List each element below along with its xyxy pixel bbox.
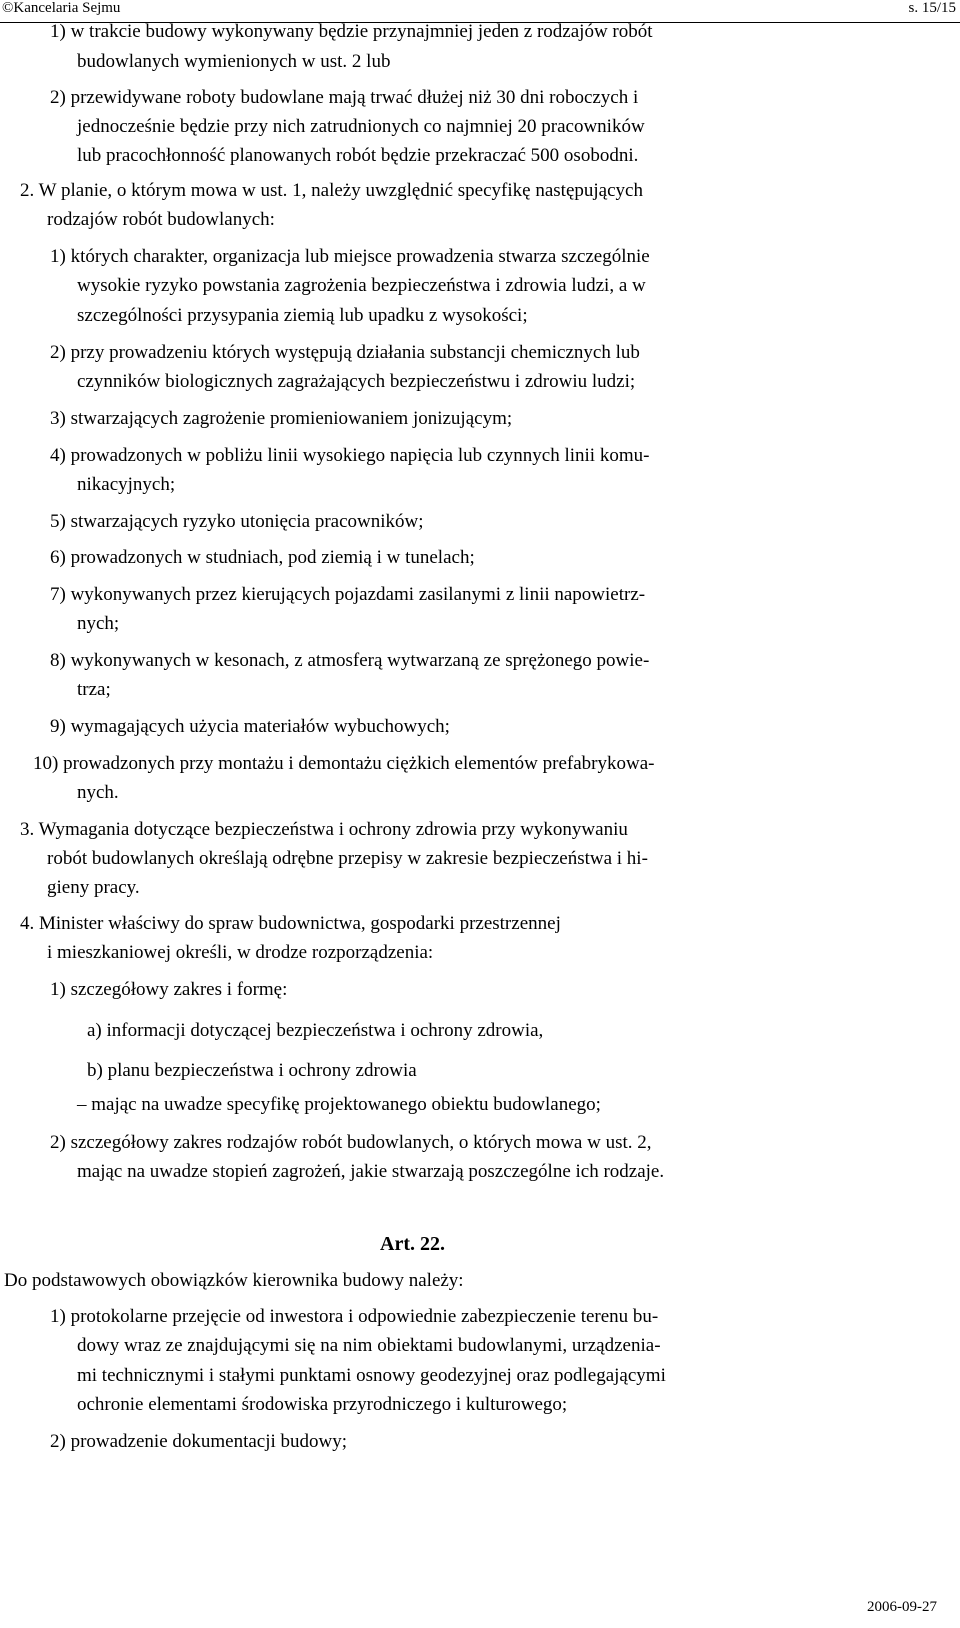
text-line: 5) stwarzających ryzyko utonięcia pracowników; (50, 511, 424, 532)
text-line: nych. (77, 782, 119, 803)
text-line: gieny pracy. (47, 877, 140, 898)
text-line: 1) szczegółowy zakres i formę: (50, 979, 288, 1000)
text-line: Do podstawowych obowiązków kierownika budowy należy: (4, 1270, 464, 1291)
text-line: a) informacji dotyczącej bezpieczeństwa i ochrony zdrowia, (87, 1020, 544, 1041)
text-line: b) planu bezpieczeństwa i ochrony zdrowia (87, 1060, 417, 1081)
text-line: 2) przewidywane roboty budowlane mają trwać dłużej niż 30 dni roboczych i (50, 87, 639, 108)
text-line: 1) których charakter, organizacja lub miejsce prowadzenia stwarza szczególnie (50, 246, 650, 267)
header-source: ©Kancelaria Sejmu (2, 0, 121, 16)
text-line: dowy wraz ze znajdującymi się na nim obiektami budowlanymi, urządzenia- (77, 1335, 661, 1356)
text-line: trza; (77, 679, 111, 700)
text-line: czynników biologicznych zagrażających bezpieczeństwu i zdrowiu ludzi; (77, 371, 636, 392)
text-line: budowlanych wymienionych w ust. 2 lub (77, 51, 391, 72)
text-line: 8) wykonywanych w kesonach, z atmosferą wytwarzaną ze sprężonego powie- (50, 650, 650, 671)
text-line: 2) prowadzenie dokumentacji budowy; (50, 1431, 348, 1452)
text-line: ochronie elementami środowiska przyrodniczego i kulturowego; (77, 1394, 568, 1415)
header-page-number: s. 15/15 (908, 0, 956, 16)
text-line: 4) prowadzonych w pobliżu linii wysokiego napięcia lub czynnych linii komu- (50, 445, 650, 466)
text-line: lub pracochłonność planowanych robót będzie przekraczać 500 osobodni. (77, 145, 639, 166)
text-line: 2) przy prowadzeniu których występują działania substancji chemicznych lub (50, 342, 640, 363)
text-line: 10) prowadzonych przy montażu i demontażu ciężkich elementów prefabrykowa- (33, 753, 655, 774)
text-line: robót budowlanych określają odrębne przepisy w zakresie bezpieczeństwa i hi- (47, 848, 648, 869)
text-line: i mieszkaniowej określi, w drodze rozporządzenia: (47, 942, 434, 963)
text-line: 6) prowadzonych w studniach, pod ziemią i w tunelach; (50, 547, 475, 568)
text-line: 3) stwarzających zagrożenie promieniowaniem jonizującym; (50, 408, 513, 429)
text-line: 1) w trakcie budowy wykonywany będzie przynajmniej jeden z rodzajów robót (50, 21, 653, 42)
text-line: rodzajów robót budowlanych: (47, 209, 275, 230)
footer-date: 2006-09-27 (867, 1599, 937, 1615)
text-line: jednocześnie będzie przy nich zatrudnionych co najmniej 20 pracowników (77, 116, 645, 137)
article-heading: Art. 22. (380, 1233, 445, 1255)
text-line: 2) szczegółowy zakres rodzajów robót budowlanych, o których mowa w ust. 2, (50, 1132, 652, 1153)
text-line: szczególności przysypania ziemią lub upadku z wysokości; (77, 305, 528, 326)
text-line: 9) wymagających użycia materiałów wybuchowych; (50, 716, 450, 737)
text-line: 7) wykonywanych przez kierujących pojazdami zasilanymi z linii napowietrz- (50, 584, 646, 605)
text-line: 3. Wymagania dotyczące bezpieczeństwa i ochrony zdrowia przy wykonywaniu (20, 819, 628, 840)
text-line: mi technicznymi i stałymi punktami osnowy geodezyjnej oraz podlegającymi (77, 1365, 666, 1386)
text-line: wysokie ryzyko powstania zagrożenia bezpieczeństwa i zdrowia ludzi, a w (77, 275, 646, 296)
text-line: 4. Minister właściwy do spraw budownictwa, gospodarki przestrzennej (20, 913, 561, 934)
text-line: nych; (77, 613, 120, 634)
text-line: – mając na uwadze specyfikę projektowanego obiektu budowlanego; (77, 1094, 601, 1115)
text-line: mając na uwadze stopień zagrożeń, jakie stwarzają poszczególne ich rodzaje. (77, 1161, 665, 1182)
text-line: 2. W planie, o którym mowa w ust. 1, należy uwzględnić specyfikę następujących (20, 180, 643, 201)
text-line: 1) protokolarne przejęcie od inwestora i odpowiednie zabezpieczenie terenu bu- (50, 1306, 659, 1327)
text-line: nikacyjnych; (77, 474, 176, 495)
